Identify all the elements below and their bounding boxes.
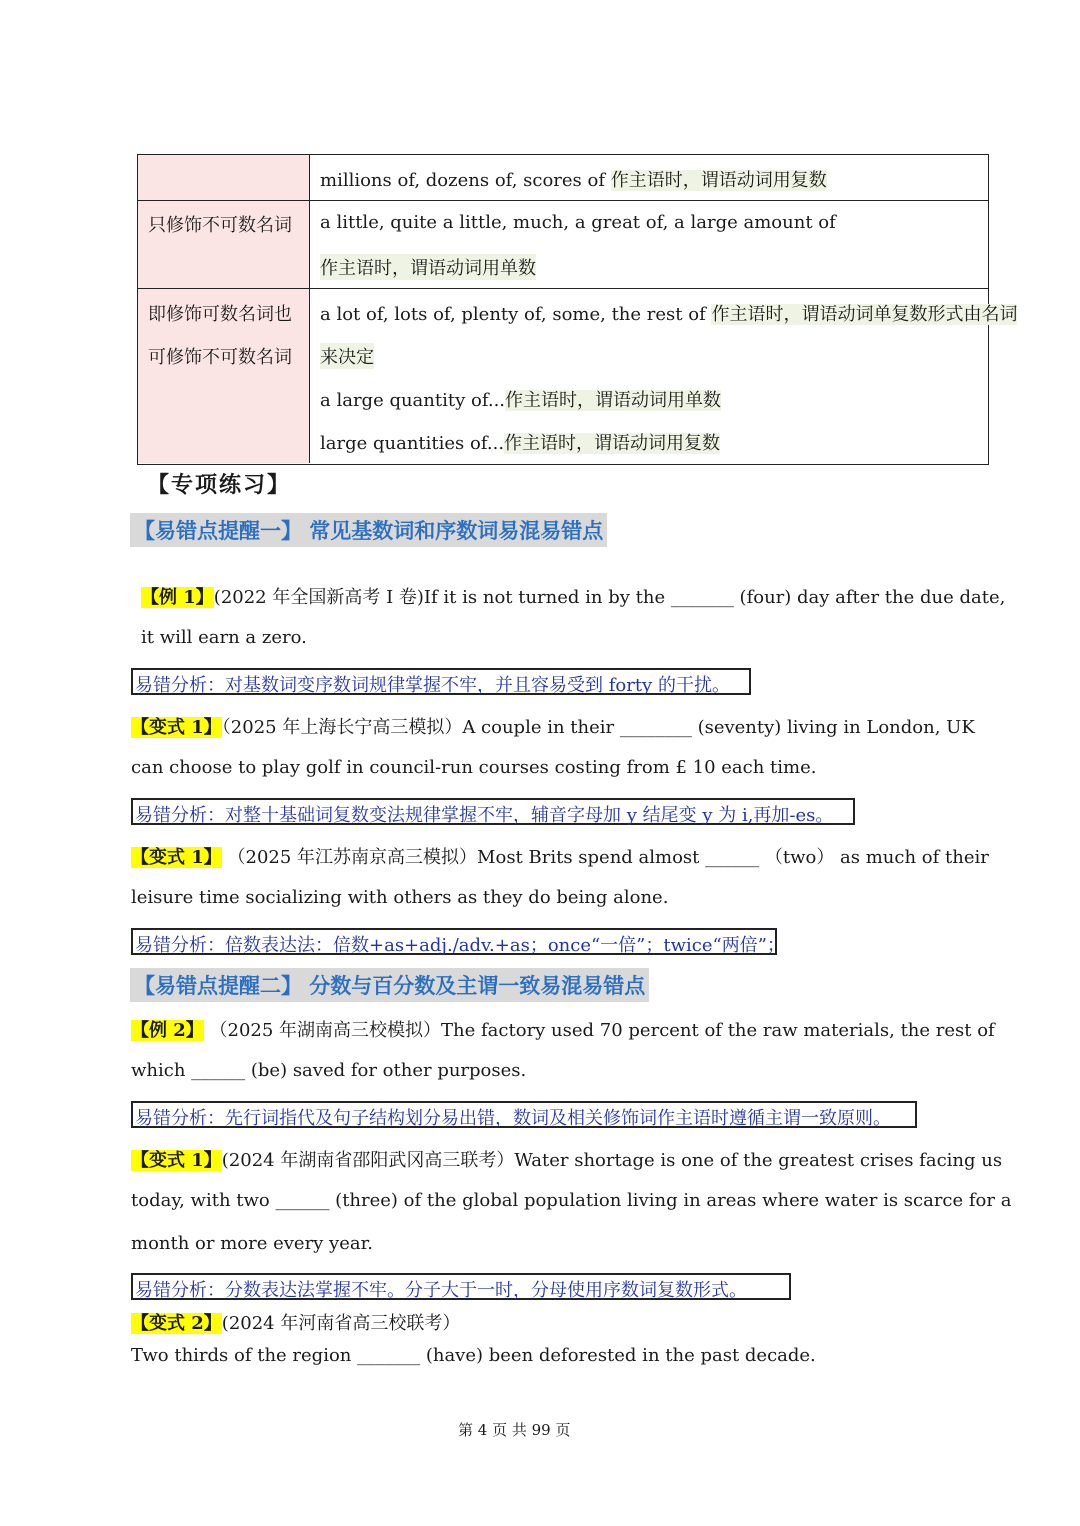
variant4-line1 — [131, 1309, 460, 1335]
example1-text: (2022 年全国新高考 I 卷)If it is not turned in by the _______ (four) day after the due date, — [213, 587, 1006, 608]
section1-title: 【易错点提醒一】 常见基数词和序数词易混易错点 — [130, 513, 607, 547]
table-row3-line3 — [320, 386, 721, 412]
variant1-line2: can choose to play golf in council-run courses costing from £ 10 each time. — [131, 757, 817, 778]
table-row3-label-1: 即修饰可数名词也 — [148, 304, 292, 325]
table-row3-line1 — [320, 300, 1017, 326]
table-row2-label: 只修饰不可数名词 — [148, 215, 292, 236]
variant4-line2: Two thirds of the region _______ (have) been deforested in the past decade. — [131, 1345, 816, 1366]
analysis-text: 倍数表达法：倍数+as+adj./adv.+as；once“一倍”；twice“两倍”； — [225, 935, 785, 956]
analysis-box-4: 易错分析：先行词指代及句子结构划分易出错，数词及相关修饰词作主语时遵循主谓一致原则。 — [131, 1101, 917, 1128]
example1-tag: 【例 1】 — [141, 587, 214, 608]
variant2-line1 — [131, 843, 989, 869]
variant3-text: (2024 年湖南省邵阳武冈高三联考）Water shortage is one of the greatest crises facing us — [221, 1150, 1003, 1171]
table-divider — [138, 288, 988, 289]
table-row3-line1-zh: 作主语时，谓语动词单复数形式由名词 — [711, 304, 1018, 325]
example2-line1 — [131, 1016, 995, 1042]
table-row3-line3-zh: 作主语时，谓语动词用单数 — [505, 390, 722, 411]
analysis-label: 易错分析： — [135, 935, 225, 956]
example2-text: （2025 年湖南高三校模拟）The factory used 70 percent of the raw materials, the rest of — [203, 1020, 995, 1041]
variant3-line3: month or more every year. — [131, 1233, 373, 1254]
table-row3-line3-en: a large quantity of... — [320, 390, 506, 411]
table-row3-line4-zh: 作主语时，谓语动词用复数 — [504, 433, 721, 454]
analysis-box-1 — [131, 668, 751, 695]
quantifier-table — [137, 154, 1018, 465]
variant1-tag: 【变式 1】 — [131, 717, 222, 738]
table-row1-text — [320, 166, 827, 192]
variant4-text: (2024 年河南省高三校联考） — [221, 1313, 461, 1334]
variant3-line2: today, with two ______ (three) of the global population living in areas where water is scarce for a — [131, 1190, 1012, 1211]
variant1-text: （2025 年上海长宁高三模拟）A couple in their ________ (seventy) living in London, UK — [221, 717, 975, 738]
variant4-tag: 【变式 2】 — [131, 1313, 222, 1334]
table-row2-line2: 作主语时，谓语动词用单数 — [320, 254, 536, 280]
example2-tag: 【例 2】 — [131, 1020, 204, 1041]
analysis-text: 对整十基础词复数变法规律掌握不牢，辅音字母加 y 结尾变 y 为 i,再加-es。 — [225, 805, 834, 826]
page-footer: 第 4 页 共 99 页 — [458, 1421, 571, 1439]
table-divider — [138, 200, 988, 201]
variant3-line1 — [131, 1146, 1002, 1172]
analysis-box-5: 易错分析：分数表达法掌握不牢。分子大于一时，分母使用序数词复数形式。 — [131, 1273, 791, 1300]
example1-line1 — [141, 583, 1005, 609]
section2-title: 【易错点提醒二】 分数与百分数及主谓一致易混易错点 — [130, 968, 649, 1002]
table-row3-line4 — [320, 429, 720, 455]
variant1-line1 — [131, 713, 975, 739]
table-row3-line4-en: large quantities of... — [320, 433, 505, 454]
variant2-line2: leisure time socializing with others as they do being alone. — [131, 887, 669, 908]
analysis-box-2 — [131, 798, 855, 825]
analysis-text: 对基数词变序数词规律掌握不牢，并且容易受到 forty 的干扰。 — [225, 675, 730, 696]
analysis-box-3 — [131, 928, 785, 956]
example1-line2: it will earn a zero. — [141, 627, 307, 648]
table-row3-line2: 来决定 — [320, 343, 374, 369]
variant2-text: （2025 年江苏南京高三模拟）Most Brits spend almost ______ （two） as much of their — [221, 847, 989, 868]
table-row3-line1-en: a lot of, lots of, plenty of, some, the rest of — [320, 304, 712, 325]
practice-heading: 【专项练习】 — [147, 472, 292, 498]
analysis-label: 易错分析： — [135, 675, 225, 696]
table-row3-label-2: 可修饰不可数名词 — [148, 347, 292, 368]
table-row1-en: millions of, dozens of, scores of — [320, 170, 611, 191]
table-row1-zh: 作主语时，谓语动词用复数 — [610, 170, 827, 191]
variant2-tag: 【变式 1】 — [131, 847, 222, 868]
analysis-label: 易错分析： — [135, 805, 225, 826]
variant3-tag: 【变式 1】 — [131, 1150, 222, 1171]
example2-line2: which ______ (be) saved for other purposes. — [131, 1060, 527, 1081]
table-row2-line1: a little, quite a little, much, a great of, a large amount of — [320, 212, 836, 233]
